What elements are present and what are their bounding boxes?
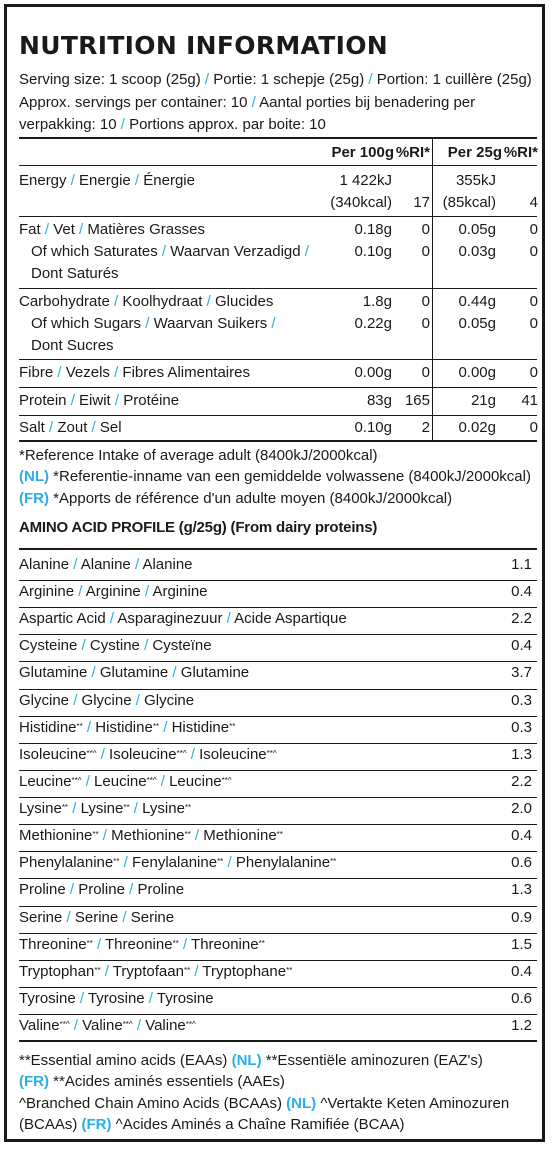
amino-row-rule <box>19 634 537 635</box>
amino-row-rule <box>19 770 537 771</box>
protein-ri-25g: 41 <box>521 392 538 409</box>
carbs-ri-100g: 0 <box>421 293 430 310</box>
fibre-25g: 0.00g <box>458 364 496 381</box>
amino-row-rule <box>19 906 537 907</box>
fat-100g: 0.18g <box>354 221 392 238</box>
amino-acid-value: 0.4 <box>511 962 532 980</box>
amino-acid-name: Tryptophan** / Tryptofaan** / Tryptophane** <box>19 962 293 980</box>
energy-kj-25g: 355kJ <box>455 172 496 189</box>
amino-row-rule <box>19 851 537 852</box>
saturates-100g: 0.10g <box>354 243 392 260</box>
amino-row-rule <box>19 878 537 879</box>
fat-ri-25g: 0 <box>529 221 538 238</box>
energy-ri-100g: 17 <box>413 194 430 211</box>
saturates-ri-25g: 0 <box>529 243 538 260</box>
fat-label: Fat / Vet / Matières Grasses <box>19 221 205 238</box>
salt-label: Salt / Zout / Sel <box>19 419 122 436</box>
amino-acid-name: Valine**^ / Valine**^ / Valine**^ <box>19 1017 196 1035</box>
fat-25g: 0.05g <box>458 221 496 238</box>
header-per-25g: Per 25g <box>447 144 502 161</box>
saturates-ri-100g: 0 <box>421 243 430 260</box>
table-column-divider <box>432 138 433 441</box>
amino-acid-name: Methionine** / Methionine** / Methionine** <box>19 827 283 845</box>
amino-acid-value: 1.3 <box>511 745 532 763</box>
amino-acid-name: Glycine / Glycine / Glycine <box>19 691 195 709</box>
salt-25g: 0.02g <box>458 419 496 436</box>
saturates-25g: 0.03g <box>458 243 496 260</box>
fibre-label: Fibre / Vezels / Fibres Alimentaires <box>19 364 250 381</box>
amino-acid-name: Leucine**^ / Leucine**^ / Leucine**^ <box>19 772 232 790</box>
amino-acid-value: 0.6 <box>511 989 532 1007</box>
amino-row-rule <box>19 661 537 662</box>
amino-row-rule <box>19 933 537 934</box>
serving-line-3: verpakking: 10 / Portions approx. par boite: 10 <box>19 116 326 133</box>
saturates-label-fr: Dont Saturés <box>31 265 119 282</box>
amino-row-rule <box>19 1040 537 1042</box>
saturates-label: Of which Saturates / Waarvan Verzadigd / <box>31 243 309 260</box>
amino-top-rule <box>19 548 537 550</box>
header-ri-25g: %RI* <box>503 144 538 161</box>
sugars-label: Of which Sugars / Waarvan Suikers / <box>31 315 276 332</box>
salt-ri-25g: 0 <box>529 419 538 436</box>
amino-acid-value: 0.6 <box>511 854 532 872</box>
amino-acid-value: 2.2 <box>511 610 532 628</box>
amino-acid-value: 3.7 <box>511 664 532 682</box>
amino-acid-name: Proline / Proline / Proline <box>19 881 185 899</box>
sugars-25g: 0.05g <box>458 315 496 332</box>
amino-title: AMINO ACID PROFILE (g/25g) (From dairy proteins) <box>19 519 378 536</box>
row-rule <box>19 288 537 289</box>
amino-acid-name: Aspartic Acid / Asparaginezuur / Acide Aspartique <box>19 610 347 628</box>
energy-kj-100g: 1 422kJ <box>339 172 392 189</box>
row-rule <box>19 216 537 217</box>
eaa-note-line1: **Essential amino acids (EAAs) (NL) **Essentiële aminozuren (EAZ's) <box>19 1052 483 1069</box>
amino-acid-name: Isoleucine**^ / Isoleucine**^ / Isoleucine**^ <box>19 745 277 763</box>
salt-100g: 0.10g <box>354 419 392 436</box>
row-rule <box>19 359 537 360</box>
energy-label: Energy / Energie / Énergie <box>19 172 195 189</box>
page-title: NUTRITION INFORMATION <box>19 31 388 60</box>
amino-row-rule <box>19 743 537 744</box>
table-bottom-rule <box>19 440 537 442</box>
amino-acid-name: Alanine / Alanine / Alanine <box>19 556 193 573</box>
header-ri-100g: %RI* <box>395 144 430 161</box>
energy-ri-25g: 4 <box>529 194 538 211</box>
amino-acid-value: 2.0 <box>511 800 532 818</box>
amino-acid-name: Threonine** / Threonine** / Threonine** <box>19 935 265 953</box>
energy-kcal-25g: (85kcal) <box>442 194 496 211</box>
carbs-ri-25g: 0 <box>529 293 538 310</box>
row-rule <box>19 415 537 416</box>
bcaa-note-line2: (BCAAs) (FR) ^Acides Aminés a Chaîne Ramifiée (BCAA) <box>19 1116 405 1133</box>
amino-row-rule <box>19 987 537 988</box>
eaa-note-line2: (FR) **Acides aminés essentiels (AAEs) <box>19 1073 285 1090</box>
carbs-100g: 1.8g <box>362 293 392 310</box>
amino-acid-name: Phenylalanine** / Fenylalanine** / Phenylalanine** <box>19 854 337 872</box>
amino-row-rule <box>19 716 537 717</box>
amino-acid-value: 1.5 <box>511 935 532 953</box>
serving-line-1: Serving size: 1 scoop (25g) / Portie: 1 schepje (25g) / Portion: 1 cuillère (25g) <box>19 71 532 88</box>
energy-kcal-100g: (340kcal) <box>330 194 392 211</box>
serving-info <box>19 69 534 137</box>
nutrition-panel <box>4 4 545 1142</box>
protein-25g: 21g <box>470 392 496 409</box>
amino-acid-value: 0.3 <box>511 718 532 736</box>
ri-note-fr: (FR) *Apports de référence d'un adulte moyen (8400kJ/2000kcal) <box>19 490 453 507</box>
amino-acid-value: 0.3 <box>511 691 532 709</box>
amino-row-rule <box>19 797 537 798</box>
amino-acid-name: Arginine / Arginine / Arginine <box>19 583 208 601</box>
amino-acid-value: 1.3 <box>511 881 532 899</box>
protein-label: Protein / Eiwit / Protéine <box>19 392 180 409</box>
amino-acid-value: 2.2 <box>511 772 532 790</box>
serving-line-2: Approx. servings per container: 10 / Aantal porties bij benadering per <box>19 93 476 111</box>
header-per-100g: Per 100g <box>331 144 394 161</box>
carbs-25g: 0.44g <box>458 293 496 310</box>
fibre-100g: 0.00g <box>354 364 392 381</box>
amino-row-rule <box>19 824 537 825</box>
sugars-ri-100g: 0 <box>421 315 430 332</box>
sugars-label-fr: Dont Sucres <box>31 337 114 354</box>
salt-ri-100g: 2 <box>421 419 430 436</box>
protein-100g: 83g <box>366 392 392 409</box>
amino-acid-value: 0.4 <box>511 583 532 601</box>
amino-acid-name: Glutamine / Glutamine / Glutamine <box>19 664 250 682</box>
ri-note-nl: (NL) *Referentie-inname van een gemiddelde volwassene (8400kJ/2000kcal) <box>19 468 531 485</box>
fat-ri-100g: 0 <box>421 221 430 238</box>
amino-row-rule <box>19 1014 537 1015</box>
fibre-ri-100g: 0 <box>421 364 430 381</box>
amino-acid-value: 0.9 <box>511 908 532 926</box>
amino-acid-value: 0.4 <box>511 827 532 845</box>
ri-note-en: *Reference Intake of average adult (8400kJ/2000kcal) <box>19 447 378 464</box>
sugars-ri-25g: 0 <box>529 315 538 332</box>
amino-acid-name: Tyrosine / Tyrosine / Tyrosine <box>19 989 214 1007</box>
amino-acid-name: Lysine** / Lysine** / Lysine** <box>19 800 192 818</box>
amino-acid-value: 1.1 <box>511 556 532 573</box>
amino-row-rule <box>19 960 537 961</box>
amino-row-rule <box>19 607 537 608</box>
carbs-label: Carbohydrate / Koolhydraat / Glucides <box>19 293 274 310</box>
bcaa-note-line1: ^Branched Chain Amino Acids (BCAAs) (NL) ^Vertakte Keten Aminozuren <box>19 1095 510 1112</box>
fibre-ri-25g: 0 <box>529 364 538 381</box>
amino-acid-value: 1.2 <box>511 1017 532 1035</box>
amino-acid-value: 0.4 <box>511 637 532 655</box>
protein-ri-100g: 165 <box>404 392 430 409</box>
amino-acid-name: Cysteine / Cystine / Cysteïne <box>19 637 212 655</box>
amino-acid-name: Serine / Serine / Serine <box>19 908 175 926</box>
amino-acid-name: Histidine** / Histidine** / Histidine** <box>19 718 236 736</box>
amino-row-rule <box>19 580 537 581</box>
row-rule <box>19 387 537 388</box>
header-rule <box>19 165 537 166</box>
amino-row-rule <box>19 689 537 690</box>
sugars-100g: 0.22g <box>354 315 392 332</box>
table-top-rule <box>19 137 537 139</box>
